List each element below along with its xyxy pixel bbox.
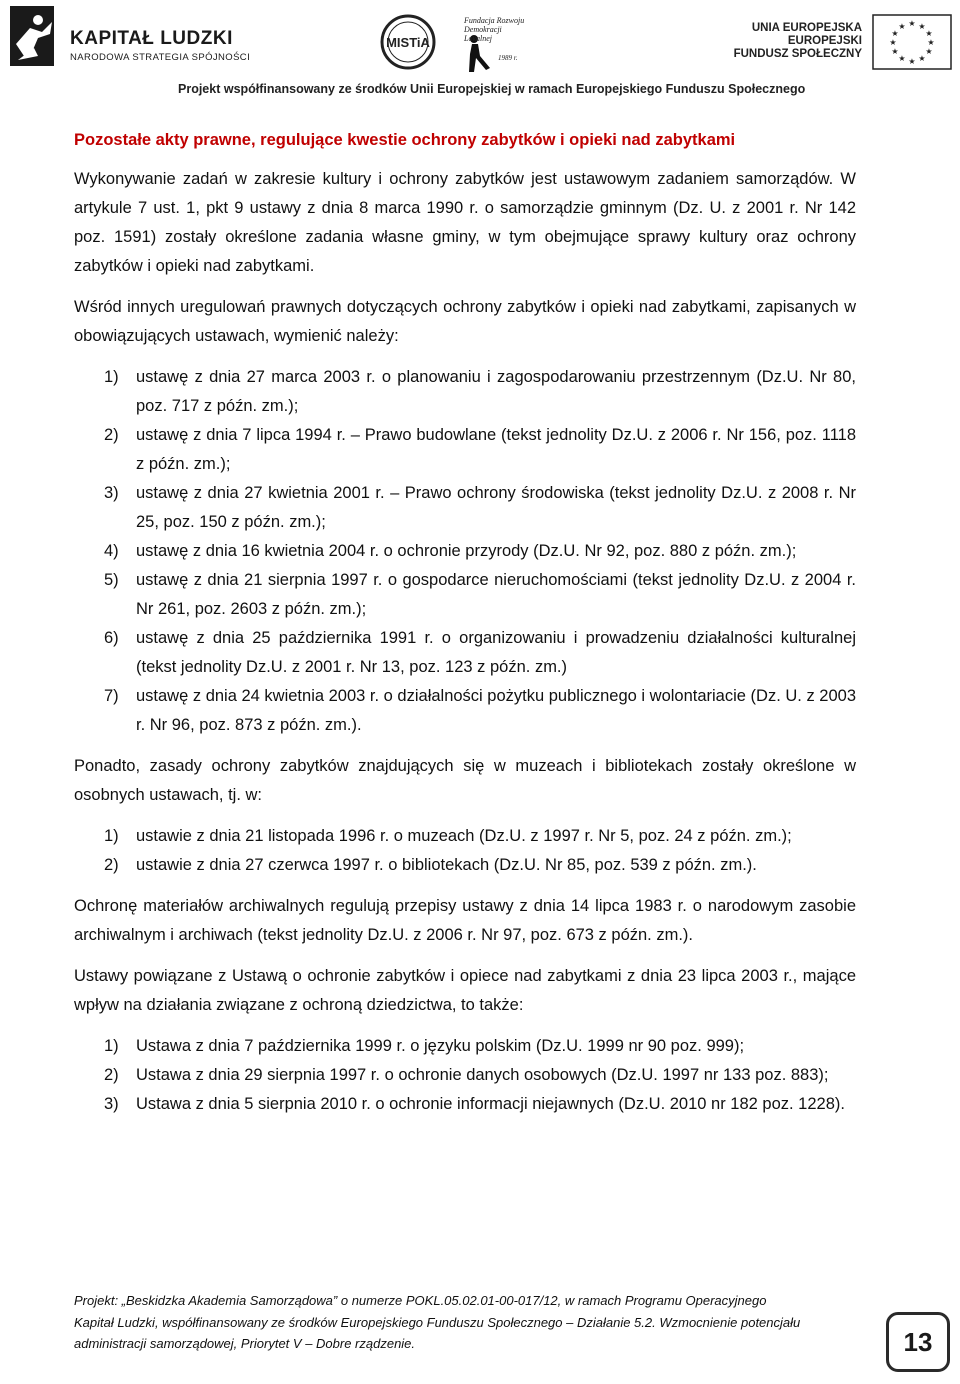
svg-text:★: ★ bbox=[908, 19, 916, 28]
eu-fund-name: UNIA EUROPEJSKA EUROPEJSKI FUNDUSZ SPOŁECZNY bbox=[733, 22, 862, 60]
svg-text:★: ★ bbox=[918, 54, 926, 63]
eu-flag-icon bbox=[872, 14, 952, 70]
list-item: 1) Ustawa z dnia 7 października 1999 r. o języku polskim (Dz.U. 1999 nr 90 poz. 999); bbox=[104, 1037, 745, 1055]
legal-acts-list bbox=[74, 363, 856, 740]
fundacja-name: Fundacja Rozwoju Demokracji Lokalnej bbox=[464, 16, 525, 43]
list-item: 4) ustawę z dnia 16 kwietnia 2004 r. o ochronie przyrody (Dz.U. Nr 92, poz. 880 z późn. zm.); bbox=[104, 542, 797, 560]
eu-logo bbox=[728, 14, 952, 74]
svg-text:★: ★ bbox=[925, 47, 933, 56]
svg-text:★: ★ bbox=[925, 29, 933, 38]
kapital-ludzki-emblem-icon bbox=[8, 4, 62, 68]
list-item: 2) ustawie z dnia 27 czerwca 1997 r. o bibliotekach (Dz.U. Nr 85, poz. 539 z późn. zm.). bbox=[104, 856, 757, 874]
paragraph: Wśród innych uregulowań prawnych dotyczących ochrony zabytków i opieki nad zabytkami, zapisanych w obowiązujących ustawach, wymienić należy: bbox=[74, 298, 856, 345]
paragraph: Ochronę materiałów archiwalnych regulują przepisy ustawy z dnia 14 lipca 1983 r. o narodowym zasobie archiwalnym i archiwach (tekst jednolity Dz.U. z 2006 r. Nr 97, poz. 673 z późn. zm.). bbox=[74, 897, 856, 944]
mistia-seal-icon bbox=[380, 12, 436, 78]
kapital-ludzki-title: KAPITAŁ LUDZKI bbox=[70, 28, 233, 49]
kapital-ludzki-subtitle: NARODOWA STRATEGIA SPÓJNOŚCI bbox=[70, 52, 251, 63]
svg-text:★: ★ bbox=[898, 22, 906, 31]
list-item: 2) Ustawa z dnia 29 sierpnia 1997 r. o ochronie danych osobowych (Dz.U. 1997 nr 133 poz. 883); bbox=[104, 1066, 829, 1084]
mistia-logo bbox=[380, 12, 530, 78]
svg-text:MISTiA: MISTiA bbox=[386, 35, 430, 50]
paragraph: Ustawy powiązane z Ustawą o ochronie zabytków i opiece nad zabytkami z dnia 23 lipca 2003 r., mające wpływ na działania związane z ochroną dziedzictwa, to także: bbox=[74, 967, 856, 1014]
list-item: 3) Ustawa z dnia 5 sierpnia 2010 r. o ochronie informacji niejawnych (Dz.U. 2010 nr 182 poz. 1228). bbox=[104, 1095, 845, 1113]
svg-text:★: ★ bbox=[898, 54, 906, 63]
footer-line: Projekt: „Beskidzka Akademia Samorządowa” o numerze POKL.05.02.01-00-017/12, w ramach Programu Operacyjnego bbox=[74, 1293, 767, 1308]
page-number: 13 bbox=[886, 1312, 950, 1372]
list-item: 1) ustawę z dnia 27 marca 2003 r. o planowaniu i zagospodarowaniu przestrzennym (Dz.U. Nr 80, poz. 717 z późn. zm.); bbox=[104, 368, 856, 415]
list-item: 6) ustawę z dnia 25 października 1991 r. o organizowaniu i prowadzeniu działalności kulturalnej (tekst jednolity Dz.U. z 2001 r. Nr 13, poz. 123 z późn. zm.) bbox=[104, 629, 856, 676]
paragraph: Ponadto, zasady ochrony zabytków znajdujących się w muzeach i bibliotekach zostały określone w osobnych ustawach, tj. w: bbox=[74, 757, 856, 804]
svg-text:★: ★ bbox=[891, 47, 899, 56]
page-header bbox=[0, 0, 960, 100]
svg-text:★: ★ bbox=[889, 38, 897, 47]
paragraph: Wykonywanie zadań w zakresie kultury i ochrony zabytków jest ustawowym zadaniem samorządów. W artykule 7 ust. 1, pkt 9 ustawy z dnia 8 marca 1990 r. o samorządzie gminnym (Dz. U. z 2001 r. Nr 142 poz. 1591) zostały określone zadania własne gminy, w tym obejmujące sprawy kultury oraz ochrony zabytków i opieki nad zabytkami. bbox=[74, 170, 856, 275]
list-item: 7) ustawę z dnia 24 kwietnia 2003 r. o działalności pożytku publicznego i wolontariacie (Dz. U. z 2003 r. Nr 96, poz. 873 z późn. zm.). bbox=[104, 687, 856, 734]
project-cofinance-line: Projekt współfinansowany ze środków Unii Europejskiej w ramach Europejskiego Funduszu Społecznego bbox=[178, 82, 806, 96]
footer-line: Kapitał Ludzki, współfinansowany ze środków Europejskiego Funduszu Społecznego – Działanie 5.2. Wzmocnienie potencjału bbox=[74, 1314, 801, 1330]
list-item: 3) ustawę z dnia 27 kwietnia 2001 r. – Prawo ochrony środowiska (tekst jednolity Dz.U. z 2008 r. Nr 25, poz. 150 z późn. zm.); bbox=[104, 484, 856, 531]
related-acts-list bbox=[74, 1032, 856, 1119]
document-body bbox=[74, 126, 856, 1131]
page-footer bbox=[74, 1290, 874, 1355]
svg-text:★: ★ bbox=[908, 57, 916, 66]
list-item: 5) ustawę z dnia 21 sierpnia 1997 r. o gospodarce nieruchomościami (tekst jednolity Dz.U. z 2004 r. Nr 261, poz. 2603 z późn. zm.); bbox=[104, 571, 856, 618]
fundacja-year: 1989 r. bbox=[498, 54, 518, 62]
kapital-ludzki-logo bbox=[8, 4, 251, 68]
list-item: 1) ustawie z dnia 21 listopada 1996 r. o muzeach (Dz.U. z 1997 r. Nr 5, poz. 24 z późn. zm.); bbox=[104, 827, 792, 845]
svg-text:★: ★ bbox=[927, 38, 935, 47]
museum-library-acts-list bbox=[74, 822, 856, 880]
svg-text:★: ★ bbox=[918, 22, 926, 31]
svg-text:★: ★ bbox=[891, 29, 899, 38]
footer-line: administracji samorządowej, Priorytet V – Dobre rządzenie. bbox=[74, 1336, 416, 1351]
list-item: 2) ustawę z dnia 7 lipca 1994 r. – Prawo budowlane (tekst jednolity Dz.U. z 2006 r. Nr 156, poz. 1118 z późn. zm.); bbox=[104, 426, 856, 473]
section-heading: Pozostałe akty prawne, regulujące kwestie ochrony zabytków i opieki nad zabytkami bbox=[74, 131, 736, 149]
